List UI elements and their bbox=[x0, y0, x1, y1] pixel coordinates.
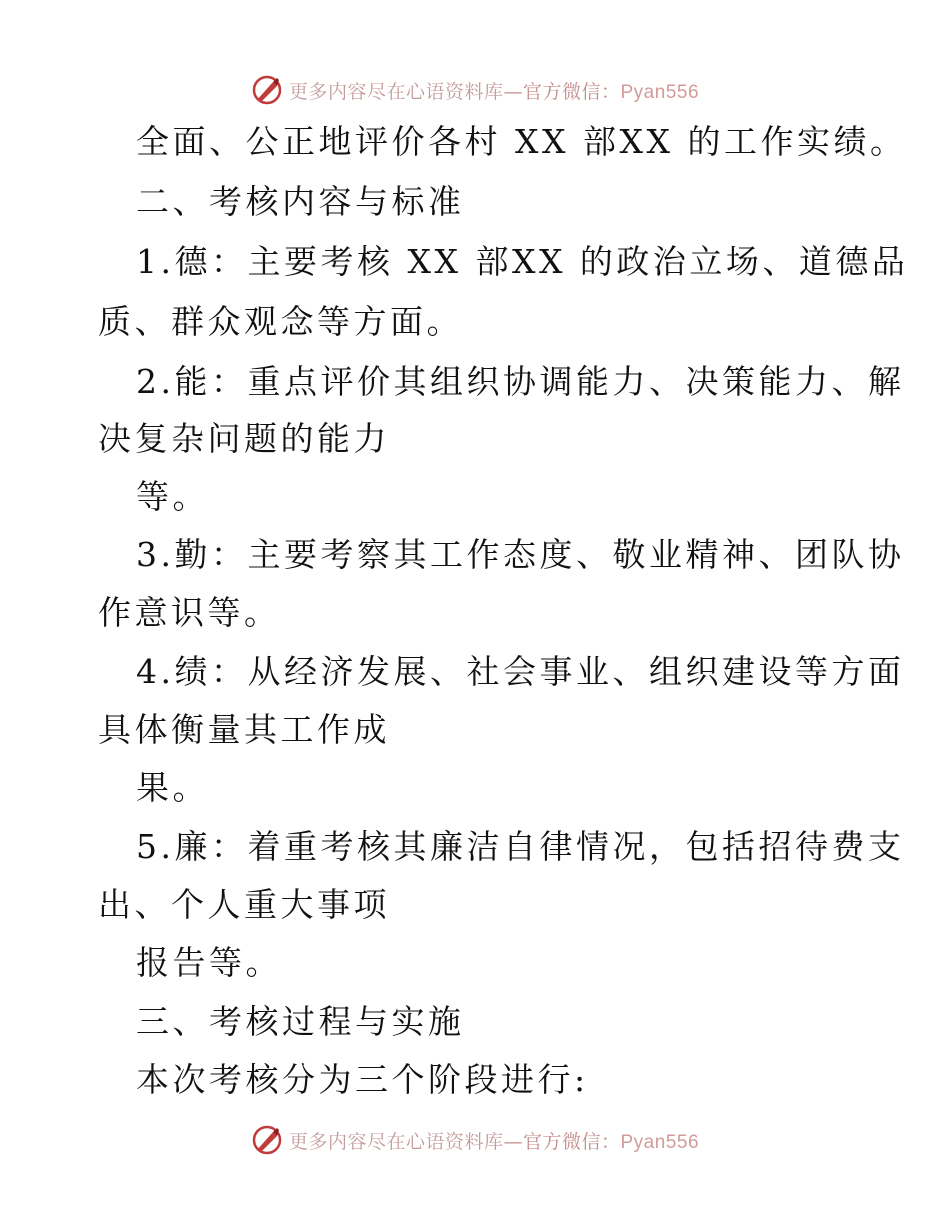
header-watermark bbox=[0, 70, 950, 110]
section-heading: 三、考核过程与实施 bbox=[136, 1002, 465, 1041]
paragraph-line: 3.勤：主要考察其工作态度、敬业精神、团队协 bbox=[136, 535, 905, 574]
paragraph-line: 具体衡量其工作成 bbox=[98, 710, 390, 749]
pen-logo-icon bbox=[251, 74, 283, 106]
paragraph-line: 4.绩：从经济发展、社会事业、组织建设等方面 bbox=[136, 652, 905, 691]
paragraph-line: 质、群众观念等方面。 bbox=[98, 302, 463, 341]
paragraph-line: 作意识等。 bbox=[98, 593, 281, 632]
paragraph-line: 全面、公正地评价各村 XX 部XX 的工作实绩。 bbox=[136, 122, 907, 161]
paragraph-line: 5.廉：着重考核其廉洁自律情况，包括招待费支 bbox=[136, 827, 905, 866]
section-heading: 二、考核内容与标准 bbox=[136, 182, 465, 221]
paragraph-line: 本次考核分为三个阶段进行: bbox=[136, 1060, 589, 1099]
footer-watermark bbox=[0, 1120, 950, 1160]
paragraph-line: 报告等。 bbox=[136, 943, 282, 982]
watermark-text: 更多内容尽在心语资料库—官方微信：Pyan556 bbox=[288, 80, 700, 103]
paragraph-line: 等。 bbox=[136, 477, 209, 516]
paragraph-line: 出、个人重大事项 bbox=[98, 885, 390, 924]
paragraph-line: 果。 bbox=[136, 768, 209, 807]
pen-logo-icon bbox=[251, 1124, 283, 1156]
paragraph-line: 2.能：重点评价其组织协调能力、决策能力、解 bbox=[136, 362, 905, 401]
watermark-text: 更多内容尽在心语资料库—官方微信：Pyan556 bbox=[288, 1130, 700, 1153]
paragraph-line: 决复杂问题的能力 bbox=[98, 419, 390, 458]
paragraph-line: 1.德：主要考核 XX 部XX 的政治立场、道德品 bbox=[136, 242, 909, 281]
